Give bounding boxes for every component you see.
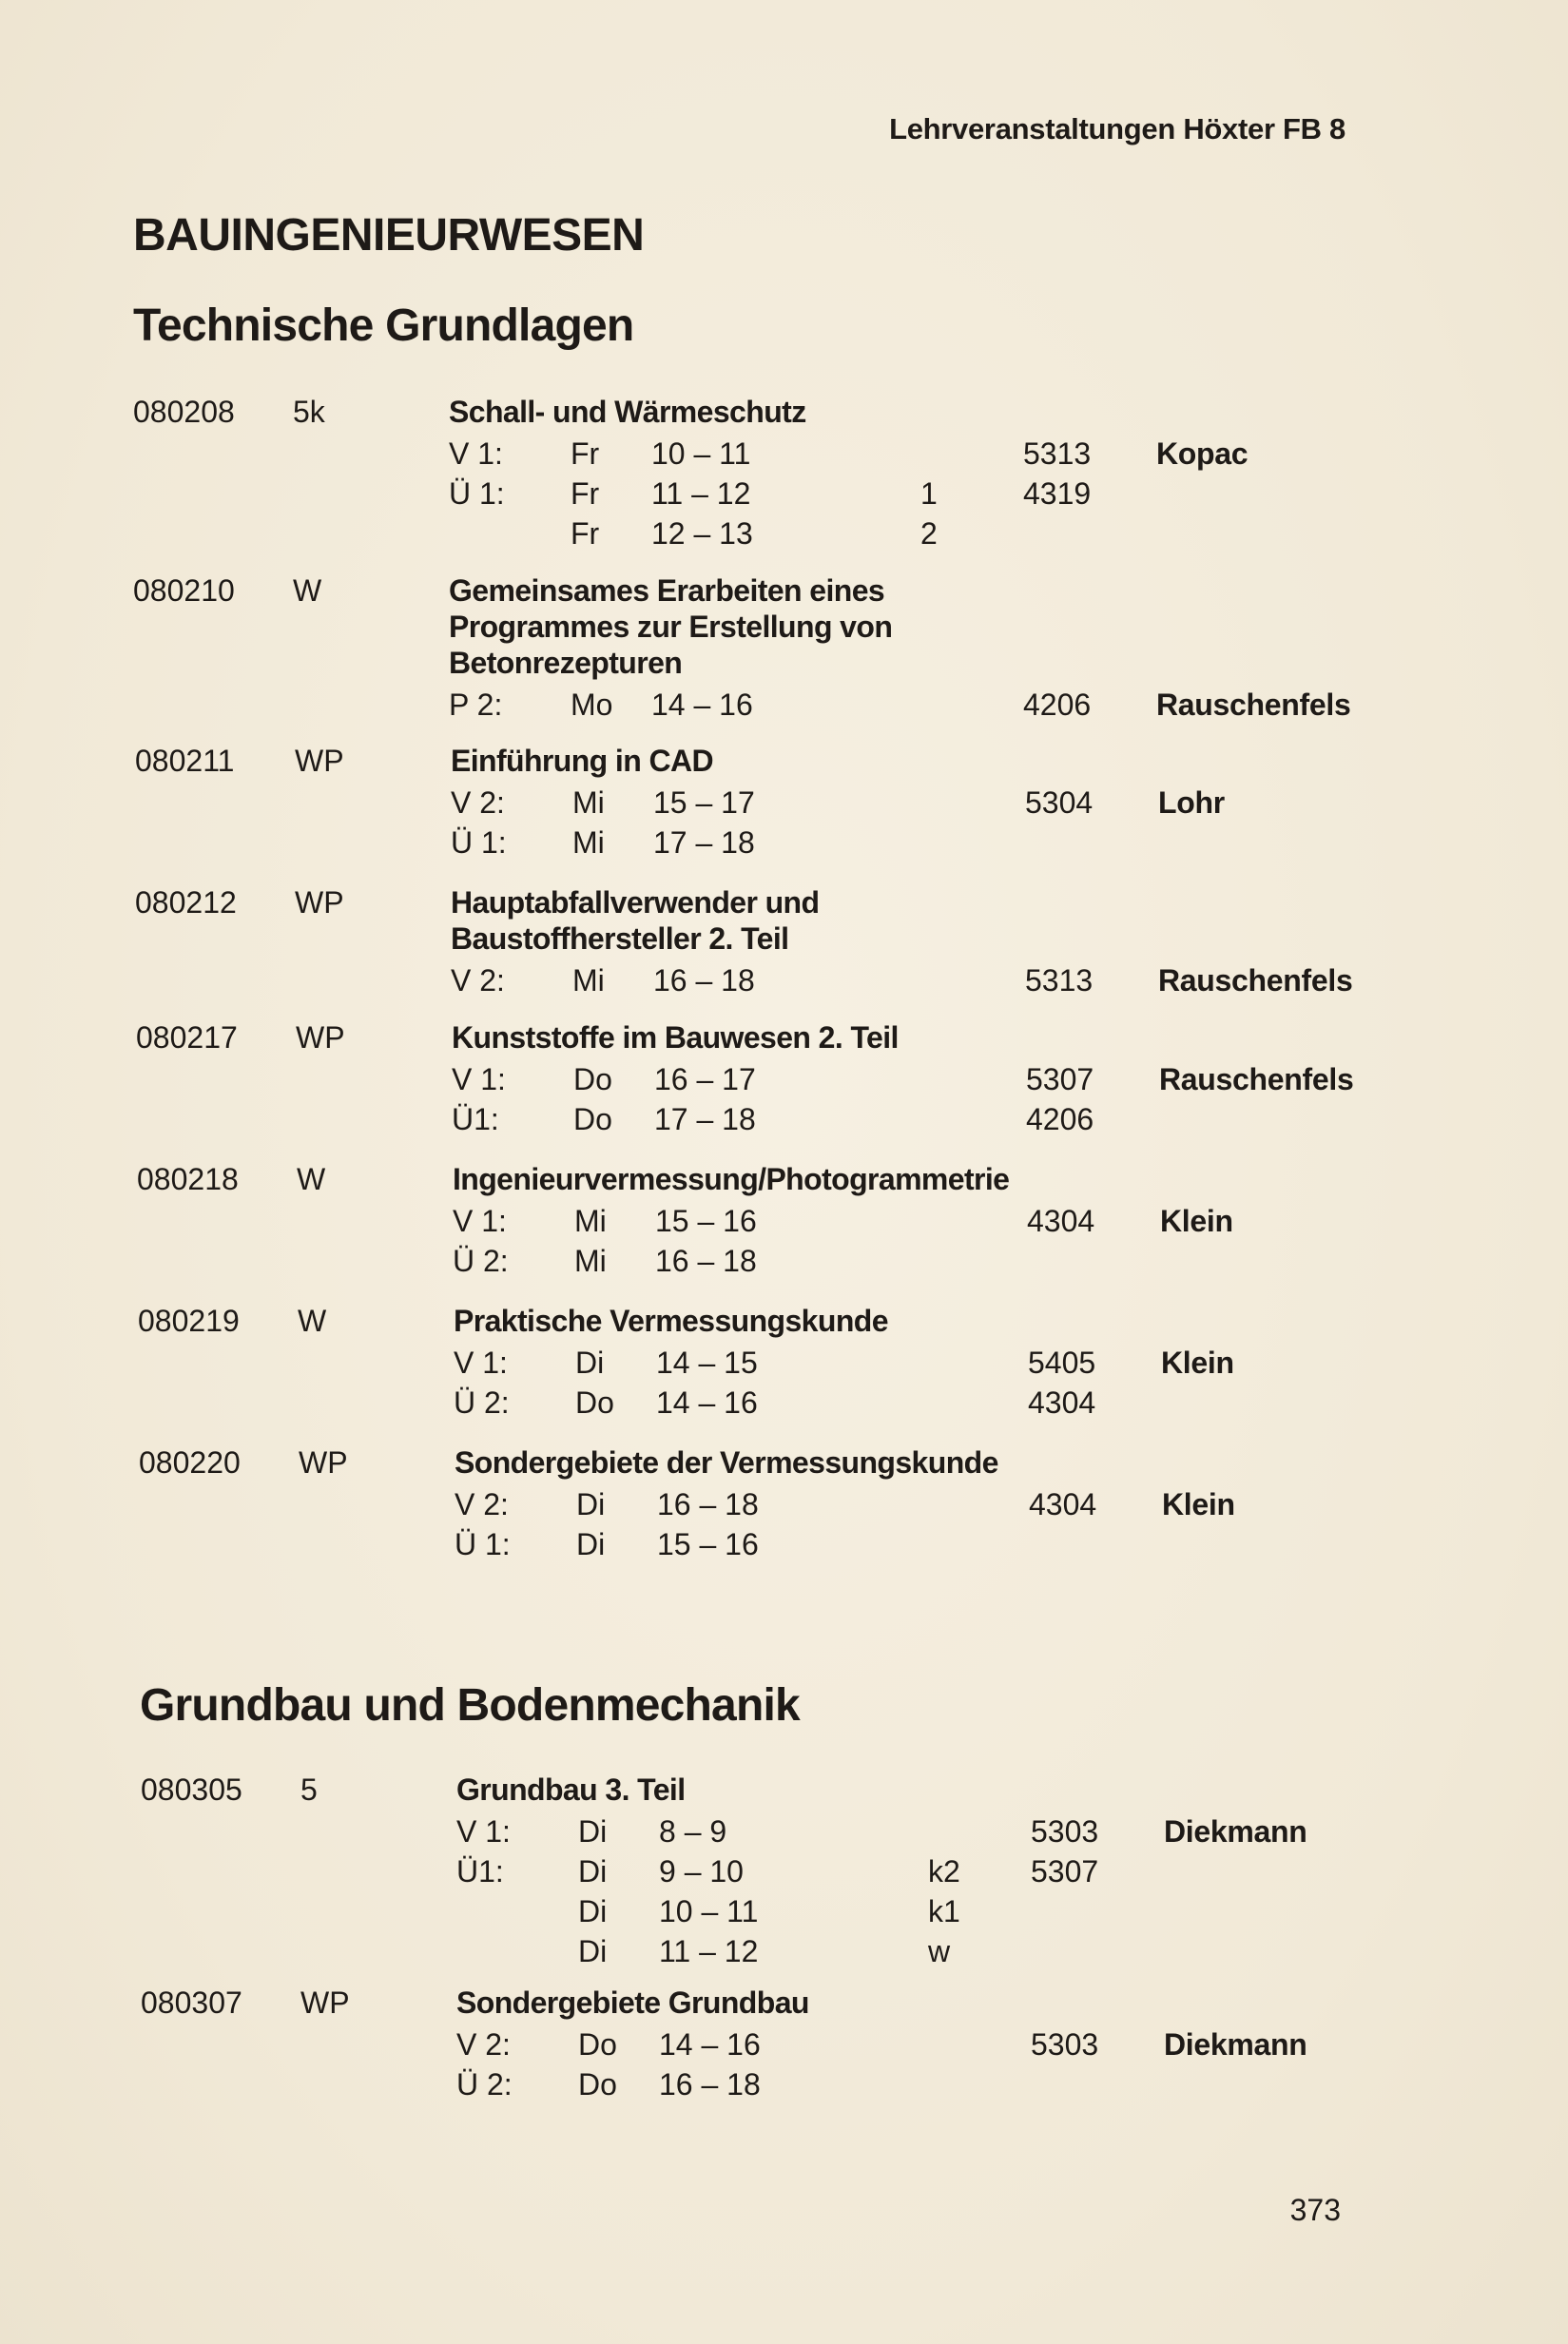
session-lecturer: Klein (1161, 1346, 1234, 1380)
session-time: 16 – 18 (659, 2067, 761, 2102)
session-kind: V 1: (456, 1814, 511, 1849)
session-kind: Ü1: (456, 1854, 504, 1889)
session-kind: V 1: (452, 1062, 506, 1096)
session-lecturer: Klein (1160, 1204, 1233, 1238)
session-room: 4206 (1026, 1102, 1094, 1136)
session-room: 5304 (1025, 785, 1094, 820)
session-time: 15 – 17 (653, 785, 755, 820)
course-type: W (297, 1162, 326, 1196)
course-type: WP (295, 885, 344, 920)
course-type: WP (295, 744, 344, 778)
session-time: 16 – 17 (654, 1062, 756, 1096)
course-title: Ingenieurvermessung/Photogrammetrie (453, 1162, 1010, 1196)
session-day: Mi (574, 1244, 607, 1278)
session-kind: V 1: (454, 1346, 508, 1380)
session-time: 17 – 18 (653, 825, 755, 860)
course-number: 080217 (136, 1020, 238, 1055)
session-day: Mi (572, 785, 605, 820)
session-day: Di (578, 1894, 608, 1928)
session-group: k1 (928, 1894, 960, 1928)
session-day: Do (578, 2067, 617, 2102)
course-number: 080219 (138, 1304, 240, 1338)
session-room: 4304 (1028, 1385, 1096, 1420)
course-number: 080210 (133, 573, 235, 608)
course-title: Programmes zur Erstellung von (449, 610, 893, 644)
course-number: 080220 (139, 1445, 241, 1480)
session-room: 5303 (1031, 1814, 1099, 1849)
session-day: Fr (571, 516, 600, 551)
session-day: Do (573, 1062, 612, 1096)
course-title: Kunststoffe im Bauwesen 2. Teil (452, 1020, 899, 1055)
session-room: 4304 (1027, 1204, 1095, 1238)
course-title: Grundbau 3. Teil (456, 1773, 686, 1807)
session-time: 15 – 16 (657, 1527, 759, 1561)
session-day: Di (578, 1934, 608, 1968)
session-time: 12 – 13 (651, 516, 753, 551)
session-group: 1 (920, 476, 938, 511)
session-time: 8 – 9 (659, 1814, 727, 1849)
session-day: Fr (571, 436, 600, 471)
session-room: 5303 (1031, 2027, 1099, 2062)
session-group: 2 (920, 516, 938, 551)
session-time: 11 – 12 (659, 1934, 759, 1968)
running-header: Lehrveranstaltungen Höxter FB 8 (889, 112, 1345, 145)
session-kind: V 2: (451, 785, 505, 820)
course-number: 080211 (135, 744, 235, 778)
course-type: WP (299, 1445, 348, 1480)
session-kind: V 2: (456, 2027, 511, 2062)
session-day: Mi (572, 825, 605, 860)
session-kind: V 2: (451, 963, 505, 998)
course-title: Hauptabfallverwender und (451, 885, 820, 920)
session-lecturer: Diekmann (1164, 1814, 1307, 1849)
session-day: Do (575, 1385, 614, 1420)
session-kind: Ü 2: (456, 2067, 513, 2102)
session-kind: Ü 1: (451, 825, 507, 860)
session-day: Mo (571, 688, 613, 722)
session-time: 14 – 16 (651, 688, 753, 722)
session-day: Di (578, 1854, 608, 1889)
session-room: 4319 (1023, 476, 1092, 511)
session-group: w (928, 1934, 951, 1968)
course-type: 5 (300, 1773, 318, 1807)
session-time: 14 – 16 (656, 1385, 758, 1420)
course-title: Einführung in CAD (451, 744, 713, 778)
session-room: 5405 (1028, 1346, 1096, 1380)
course-type: 5k (293, 395, 325, 429)
session-kind: P 2: (449, 688, 503, 722)
session-day: Mi (574, 1204, 607, 1238)
session-kind: V 1: (449, 436, 503, 471)
session-day: Mi (572, 963, 605, 998)
session-room: 4304 (1029, 1487, 1097, 1521)
session-time: 16 – 18 (655, 1244, 757, 1278)
session-lecturer: Diekmann (1164, 2027, 1307, 2062)
session-time: 16 – 18 (653, 963, 755, 998)
session-room: 5313 (1025, 963, 1094, 998)
session-room: 4206 (1023, 688, 1092, 722)
session-kind: Ü 2: (453, 1244, 509, 1278)
course-number: 080208 (133, 395, 235, 429)
session-time: 11 – 12 (651, 476, 751, 511)
session-lecturer: Rauschenfels (1159, 1062, 1354, 1096)
course-title: Gemeinsames Erarbeiten eines (449, 573, 885, 608)
session-time: 17 – 18 (654, 1102, 756, 1136)
course-number: 080307 (141, 1986, 242, 2020)
session-room: 5307 (1026, 1062, 1094, 1096)
course-type: WP (300, 1986, 350, 2020)
session-day: Do (578, 2027, 617, 2062)
course-title: Betonrezepturen (449, 646, 683, 680)
course-type: W (298, 1304, 327, 1338)
session-kind: Ü 1: (455, 1527, 511, 1561)
session-lecturer: Rauschenfels (1158, 963, 1353, 998)
session-kind: Ü 1: (449, 476, 505, 511)
session-time: 10 – 11 (651, 436, 751, 471)
course-title: Sondergebiete der Vermessungskunde (455, 1445, 998, 1480)
course-title: Schall- und Wärmeschutz (449, 395, 806, 429)
session-day: Di (575, 1346, 605, 1380)
course-number: 080212 (135, 885, 237, 920)
session-room: 5313 (1023, 436, 1092, 471)
session-group: k2 (928, 1854, 960, 1889)
course-type: WP (296, 1020, 345, 1055)
session-kind: V 1: (453, 1204, 507, 1238)
session-kind: V 2: (455, 1487, 509, 1521)
course-title: Praktische Vermessungskunde (454, 1304, 888, 1338)
session-day: Di (578, 1814, 608, 1849)
session-lecturer: Klein (1162, 1487, 1235, 1521)
session-time: 9 – 10 (659, 1854, 744, 1889)
session-time: 16 – 18 (657, 1487, 759, 1521)
session-day: Di (576, 1527, 606, 1561)
session-lecturer: Kopac (1156, 436, 1249, 471)
course-type: W (293, 573, 322, 608)
session-day: Fr (571, 476, 600, 511)
department-title: BAUINGENIEURWESEN (133, 210, 645, 261)
page-number: 373 (1289, 2193, 1341, 2227)
session-time: 14 – 15 (656, 1346, 758, 1380)
section-title: Technische Grundlagen (133, 300, 634, 351)
session-time: 15 – 16 (655, 1204, 757, 1238)
session-kind: Ü 2: (454, 1385, 510, 1420)
course-number: 080305 (141, 1773, 242, 1807)
course-title: Baustoffhersteller 2. Teil (451, 921, 789, 956)
course-number: 080218 (137, 1162, 239, 1196)
session-room: 5307 (1031, 1854, 1099, 1889)
session-lecturer: Rauschenfels (1156, 688, 1351, 722)
session-day: Di (576, 1487, 606, 1521)
session-lecturer: Lohr (1158, 785, 1225, 820)
session-kind: Ü1: (452, 1102, 499, 1136)
course-title: Sondergebiete Grundbau (456, 1986, 809, 2020)
session-time: 10 – 11 (659, 1894, 759, 1928)
session-time: 14 – 16 (659, 2027, 761, 2062)
session-day: Do (573, 1102, 612, 1136)
section-title: Grundbau und Bodenmechanik (140, 1680, 800, 1731)
